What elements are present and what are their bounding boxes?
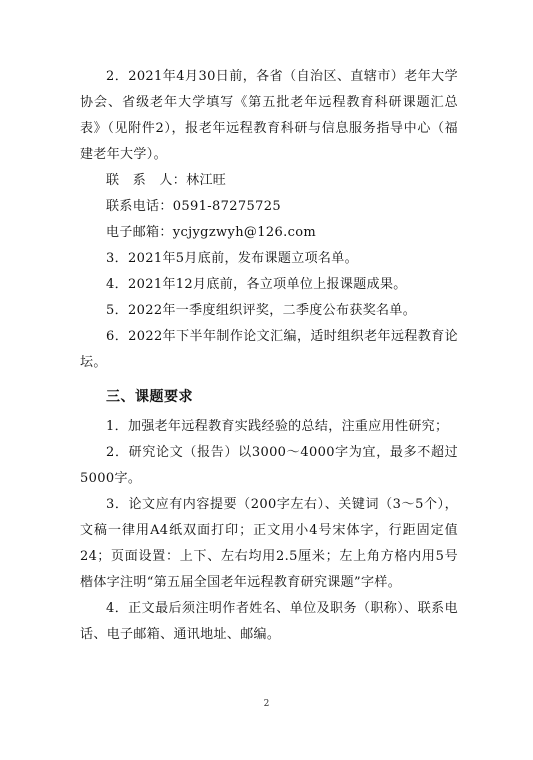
- requirement-item-1: 1．加强老年远程教育实践经验的总结，注重应用性研究；: [106, 419, 449, 434]
- contact-phone: 联系电话：0591-87275725: [106, 199, 281, 214]
- section-heading-requirements: 三、课题要求: [106, 389, 193, 405]
- document-body: [80, 64, 458, 648]
- schedule-item-6: 6．2022年下半年制作论文汇编，适时组织老年远程教育论坛。: [80, 329, 458, 370]
- paragraph-submission-deadline: 2．2021年4月30日前，各省（自治区、直辖市）老年大学协会、省级老年大学填写《第五批老年远程教育科研课题汇总表》（见附件2），报老年远程教育科研与信息服务指导中心（福建老年大学）。: [80, 69, 458, 162]
- schedule-item-3: 3．2021年5月底前，发布课题立项名单。: [106, 251, 358, 266]
- contact-email: 电子邮箱：ycjygzwyh@126.com: [106, 225, 317, 240]
- requirement-item-2: 2．研究论文（报告）以3000～4000字为宜，最多不超过5000字。: [80, 445, 458, 486]
- contact-person: 联 系 人：林江旺: [106, 173, 227, 188]
- schedule-item-4: 4．2021年12月底前，各立项单位上报课题成果。: [106, 277, 407, 292]
- schedule-item-5: 5．2022年一季度组织评奖，二季度公布获奖名单。: [106, 303, 417, 318]
- requirement-item-4: 4．正文最后须注明作者姓名、单位及职务（职称）、联系电话、电子邮箱、通讯地址、邮编。: [80, 601, 458, 642]
- page-number: 2: [263, 699, 270, 709]
- requirement-item-3: 3．论文应有内容提要（200字左右）、关键词（3～5个），文稿一律用A4纸双面打印；正文用小4号宋体字，行距固定值24；页面设置：上下、左右均用2.5厘米；左上角方格内用5号楷体字注明“第五届全国老年远程教育研究课题”字样。: [80, 497, 458, 590]
